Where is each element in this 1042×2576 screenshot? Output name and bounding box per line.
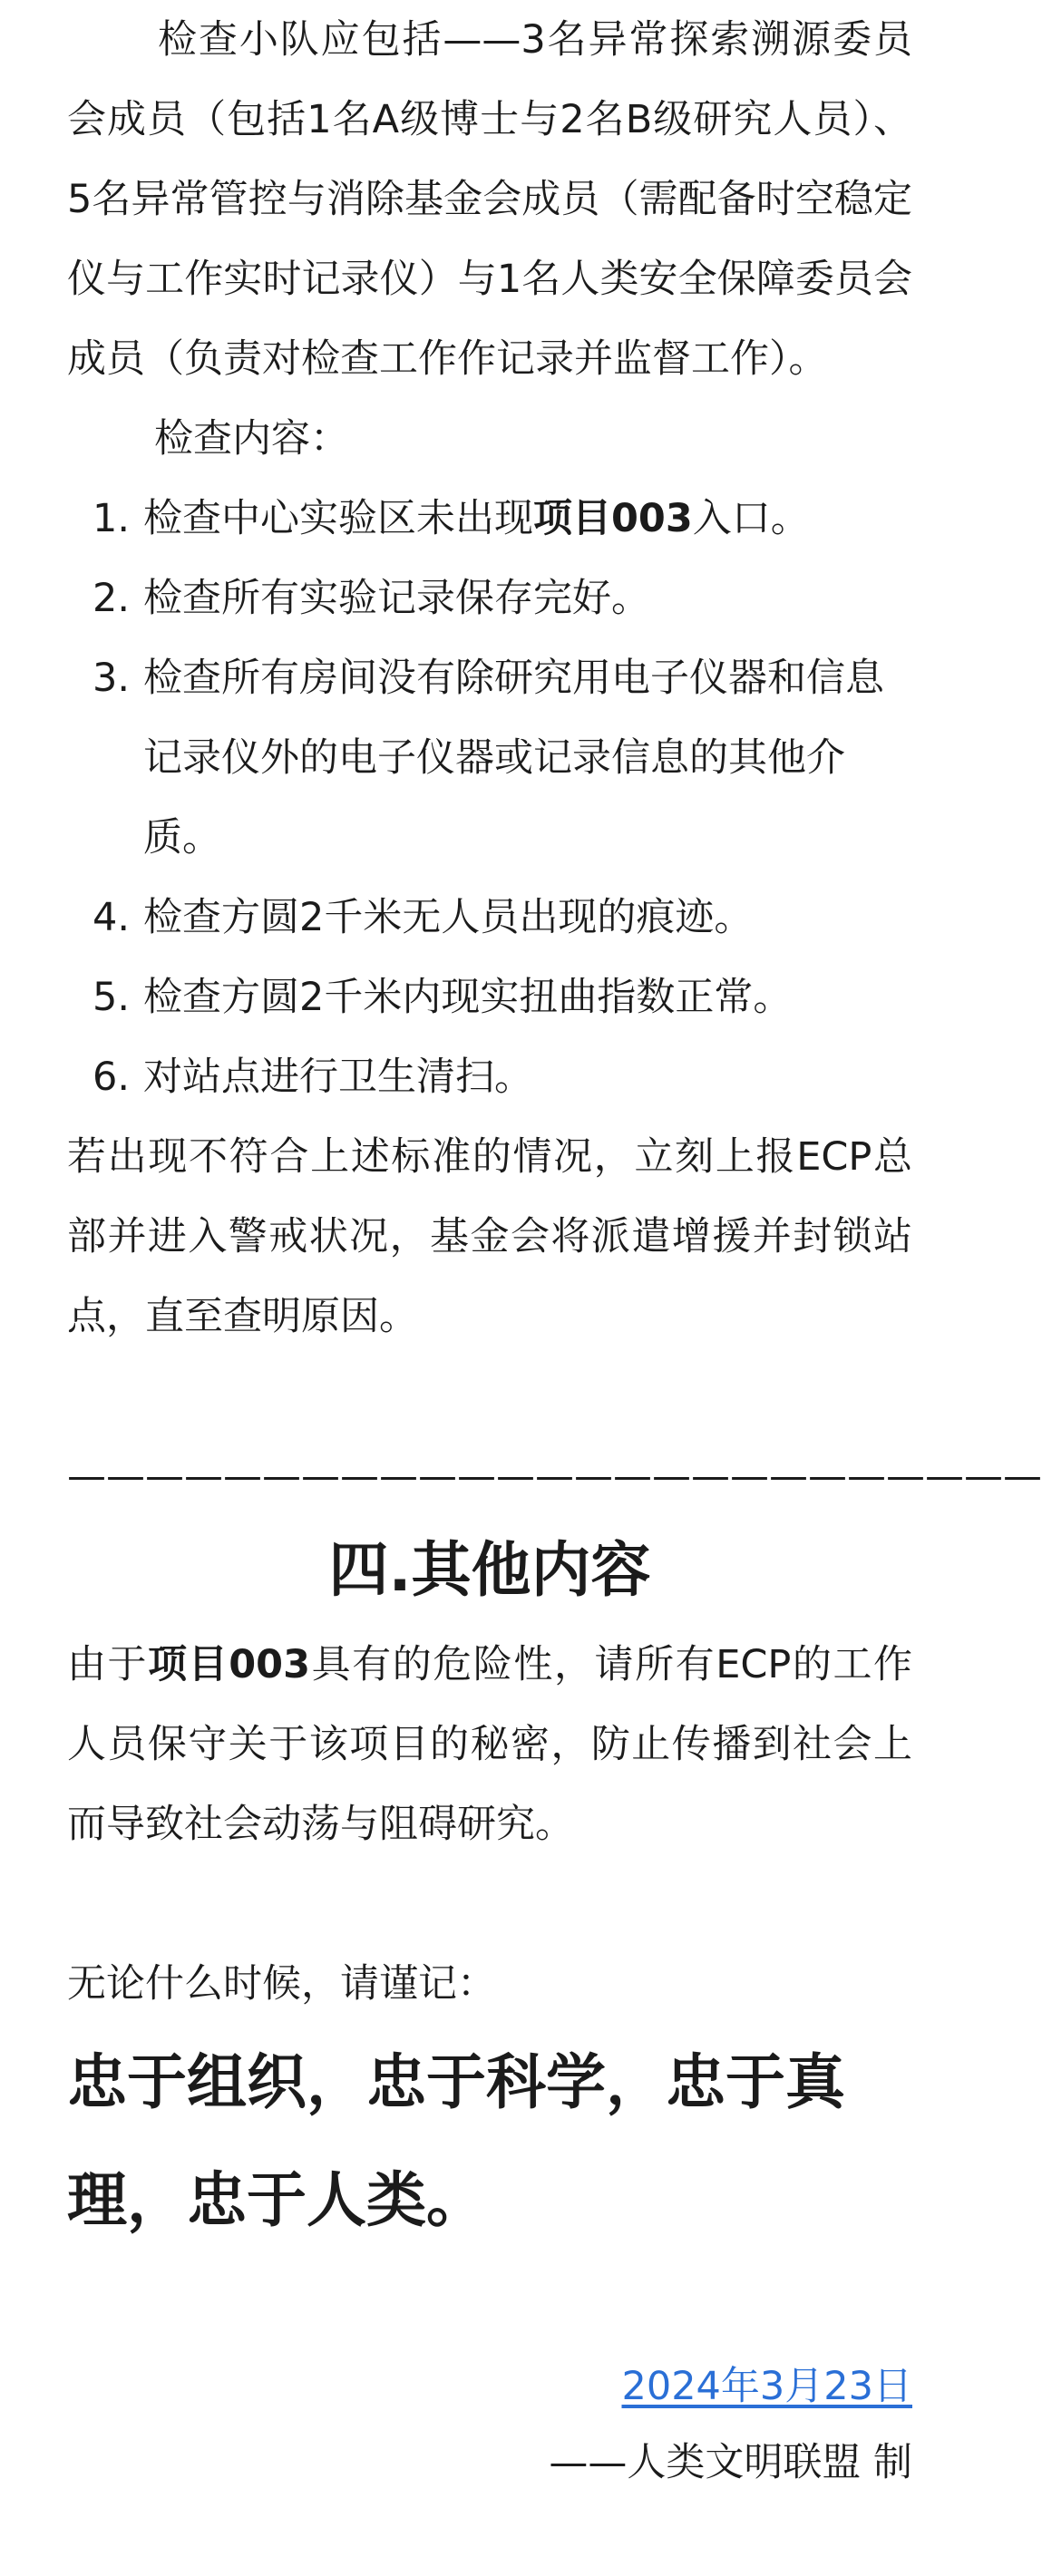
date-row	[67, 2350, 912, 2423]
intro-paragraph: 检查小队应包括——3名异常探索溯源委员会成员（包括1名A级博士与2名B级研究人员）、5名异常管控与消除基金会成员（需配备时空稳定仪与工作实时记录仪）与1名人类安全保障委员会成员（负责对检查工作作记录并监督工作）。	[67, 17, 912, 382]
check-item-number: 6.	[93, 1055, 131, 1100]
spacer	[67, 1864, 912, 1944]
project-name-bold: 项目003	[148, 1642, 311, 1687]
checks-list	[67, 479, 912, 1117]
project-name-bold: 项目003	[533, 496, 693, 541]
date-link[interactable]: 2024年3月23日	[621, 2364, 912, 2409]
check-item-text: 检查中心实验区未出现	[143, 496, 533, 541]
remember-line: 无论什么时候，请谨记：	[67, 1961, 496, 2007]
confidentiality-text: 由于	[67, 1642, 149, 1687]
motto: 忠于组织，忠于科学，忠于真理，忠于人类。	[67, 2047, 845, 2235]
check-item-text: 检查方圆2千米内现实扭曲指数正常。	[143, 975, 793, 1020]
check-item-number: 2.	[93, 576, 131, 621]
check-item-number: 3.	[93, 656, 131, 701]
check-item-6	[67, 1037, 912, 1117]
check-item-text: 对站点进行卫生清扫。	[143, 1055, 533, 1100]
check-item-2	[67, 559, 912, 638]
section-separator: —————————————————————————	[67, 1453, 1042, 1499]
checks-heading: 检查内容：	[154, 416, 349, 462]
warning-paragraph: 若出现不符合上述标准的情况，立刻上报ECP总部并进入警戒状况，基金会将派遣增援并封锁站点，直至查明原因。	[67, 1134, 912, 1339]
check-item-text: 检查所有实验记录保存完好。	[143, 576, 650, 621]
check-item-3	[67, 638, 912, 878]
check-item-text: 检查所有房间没有除研究用电子仪器和信息记录仪外的电子仪器或记录信息的其他介质。	[143, 656, 884, 860]
check-item-text: 入口。	[692, 496, 810, 541]
check-item-1	[67, 479, 912, 559]
section-title: 四.其他内容	[328, 1535, 651, 1605]
check-item-text: 检查方圆2千米无人员出现的痕迹。	[143, 895, 754, 940]
check-item-number: 1.	[93, 496, 131, 541]
check-item-number: 5.	[93, 975, 131, 1020]
signature: ——人类文明联盟 制	[549, 2440, 912, 2485]
check-item-number: 4.	[93, 895, 131, 940]
confidentiality-text: 具有的危险性，请所有ECP的工作人员保守关于该项目的秘密，防止传播到社会上而导致社会动荡与阻碍研究。	[67, 1642, 913, 1847]
check-item-5	[67, 957, 912, 1037]
confidentiality-paragraph	[67, 1625, 912, 1864]
check-item-4	[67, 878, 912, 957]
